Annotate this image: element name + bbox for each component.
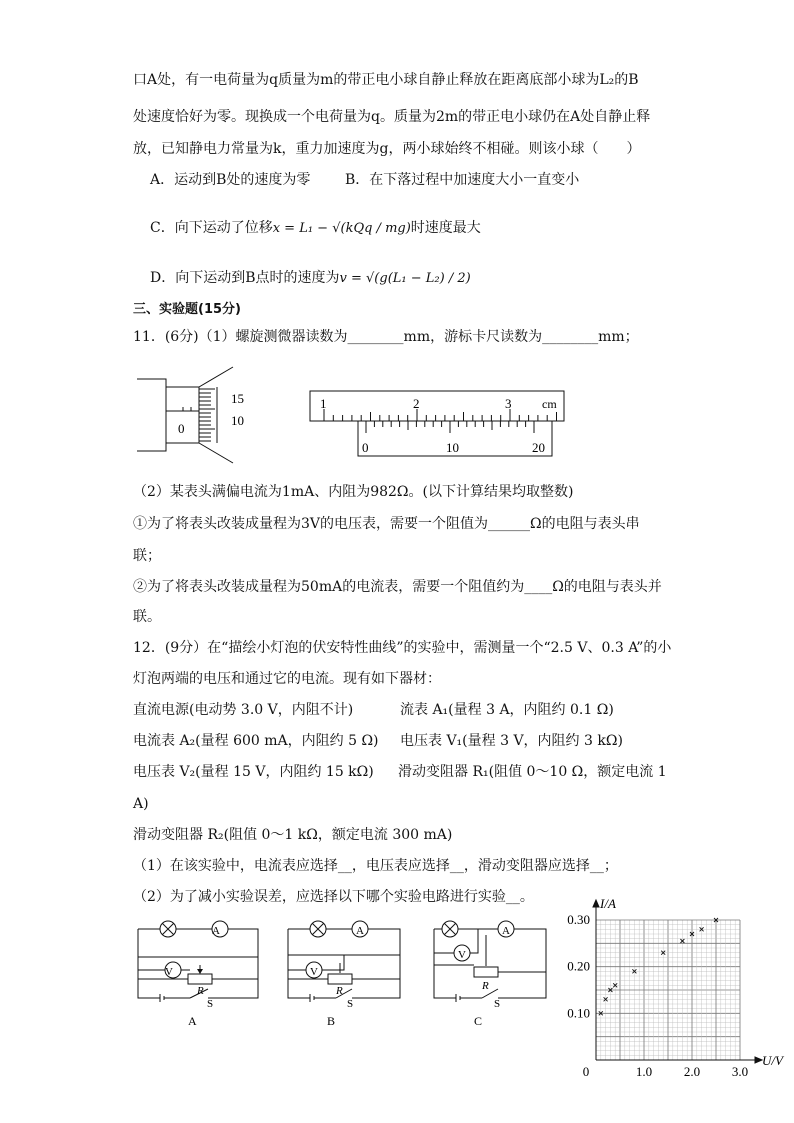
q10-option-c-prefix: C．向下运动了位移	[150, 220, 273, 236]
y-tick-label: 0.10	[567, 1005, 590, 1021]
y-tick-label: 0.20	[567, 958, 590, 974]
q11-part-2b-line-2: 联。	[133, 609, 161, 625]
q11-part-2a-line-1: ①为了将表头改装成量程为3V的电压表，需要一个阻值为______Ω的电阻与表头串	[133, 516, 640, 532]
micrometer-tick-0: 0	[178, 421, 185, 436]
q11-part-2a-line-2: 联；	[133, 548, 161, 564]
q10-option-c-suffix: 时速度最大	[410, 220, 481, 236]
equipment-rheostat-r2: 滑动变阻器 R₂(阻值 0～1 kΩ，额定电流 300 mA)	[133, 827, 453, 843]
equipment-ammeter-a1: 流表 A₁(量程 3 A，内阻约 0.1 Ω)	[400, 702, 614, 718]
q12-subquestion-2: （2）为了减小实验误差，应选择以下哪个实验电路进行实验__。	[133, 889, 534, 905]
circuit-c-caption: C	[474, 1014, 483, 1028]
caliper-vernier-0: 0	[362, 440, 369, 455]
circuit-b-caption: B	[327, 1014, 336, 1028]
circuit-diagrams	[130, 915, 570, 1030]
q11-heading: 11．(6分)（1）螺旋测微器读数为________mm，游标卡尺读数为________mm；	[133, 329, 639, 345]
q12-line-1: 12．(9分）在“描绘小灯泡的伏安特性曲线”的实验中，需测量一个“2.5 V、0.3 A”的小	[133, 640, 672, 656]
circuit-c-voltmeter-label: V	[458, 949, 466, 961]
equipment-voltmeter-v1: 电压表 V₁(量程 3 V，内阻约 3 kΩ)	[400, 733, 623, 749]
caliper-main-1: 1	[320, 396, 327, 411]
q10-option-c-formula: x = L₁ − √(kQq / mg)	[272, 221, 411, 236]
q10-option-d-formula: v = √(g(L₁ − L₂) / 2)	[339, 271, 471, 286]
q10-line-1: 口A处，有一电荷量为q质量为m的带正电小球自静止释放在距离底部小球为L₂的B	[133, 72, 639, 88]
equipment-power-supply: 直流电源(电动势 3.0 V，内阻不计)	[133, 702, 354, 718]
circuit-a-ammeter-label: A	[212, 925, 220, 937]
q10-option-c	[150, 218, 481, 239]
equipment-voltmeter-v2: 电压表 V₂(量程 15 V，内阻约 15 kΩ)	[133, 764, 374, 780]
caliper-main-unit: cm	[542, 397, 557, 411]
q12-line-2: 灯泡两端的电压和通过它的电流。现有如下器材：	[133, 671, 441, 687]
circuit-b-voltmeter-label: V	[310, 966, 318, 978]
q10-line-2: 处速度恰好为零。现换成一个电荷量为q。质量为2m的带正电小球仍在A处自静止释	[133, 109, 651, 125]
micrometer-tick-15: 15	[231, 391, 244, 406]
x-axis-label: U/V	[762, 1053, 783, 1068]
q12-subquestion-1: （1）在该实验中，电流表应选择__，电压表应选择__，滑动变阻器应选择__；	[133, 858, 618, 874]
q10-option-d	[150, 268, 471, 289]
y-axis-label: I/A	[600, 896, 616, 911]
circuit-a-rheostat-label: R	[197, 985, 204, 997]
q10-option-b: B．在下落过程中加速度大小一直变小	[345, 172, 580, 188]
equipment-rheostat-r1: 滑动变阻器 R₁(阻值 0～10 Ω，额定电流 1	[398, 764, 667, 780]
equipment-ammeter-a2: 电流表 A₂(量程 600 mA，内阻约 5 Ω)	[133, 733, 379, 749]
circuit-c	[434, 921, 546, 1002]
caliper-main-2: 2	[413, 396, 420, 411]
circuit-a-slider-arrow	[197, 969, 203, 974]
caliper-vernier-20: 20	[532, 440, 545, 455]
x-tick-label: 1.0	[635, 1064, 653, 1079]
micrometer-figure	[133, 365, 248, 465]
iu-chart	[560, 895, 790, 1085]
q11-part-2b-line-1: ②为了将表头改装成量程为50mA的电流表，需要一个阻值约为____Ω的电阻与表头并	[133, 579, 662, 595]
q10-option-d-prefix: D．向下运动到B点时的速度为	[150, 270, 340, 286]
circuit-a-caption: A	[188, 1014, 197, 1028]
circuit-c-rheostat-label: R	[482, 980, 489, 992]
q10-option-a: A．运动到B处的速度为零	[150, 172, 311, 188]
circuit-c-switch-label: S	[494, 998, 501, 1010]
q10-line-3: 放，已知静电力常量为k，重力加速度为g，两小球始终不相碰。则该小球（ ）	[133, 141, 641, 157]
vernier-caliper-figure	[306, 386, 568, 464]
micrometer-tick-10: 10	[231, 413, 244, 428]
circuit-a-switch-label: S	[207, 998, 214, 1010]
caliper-vernier-10: 10	[446, 440, 459, 455]
circuit-c-ammeter-label: A	[502, 925, 510, 937]
x-tick-label: 2.0	[683, 1064, 701, 1079]
circuit-a-voltmeter-label: V	[165, 966, 173, 978]
x-tick-label: 3.0	[731, 1064, 749, 1079]
equipment-rheostat-r1-cont: A)	[133, 796, 149, 812]
circuit-b-switch-label: S	[347, 998, 354, 1010]
section-3-heading: 三、实验题(15分)	[133, 302, 241, 317]
caliper-main-3: 3	[505, 396, 512, 411]
circuit-b	[288, 921, 400, 1002]
circuit-b-ammeter-label: A	[356, 925, 364, 937]
y-tick-label: 0.30	[567, 912, 590, 927]
x-tick-label: 0	[582, 1064, 590, 1079]
q11-part-2: （2）某表头满偏电流为1mA、内阻为982Ω。(以下计算结果均取整数)	[133, 484, 574, 500]
circuit-b-rheostat-label: R	[336, 985, 343, 997]
